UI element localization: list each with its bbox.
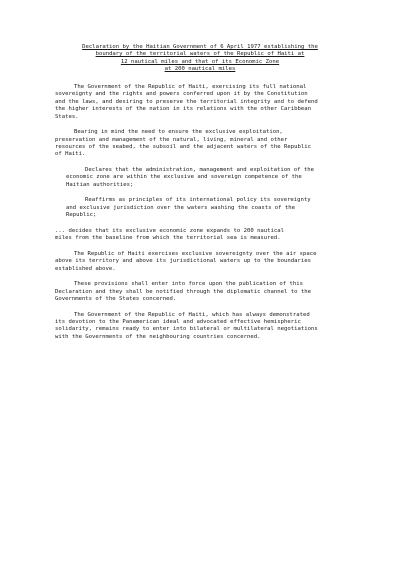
paragraph-preamble — [55, 84, 355, 121]
text-line: above its territory and above its jurisdictional waters up to the boundaries — [55, 258, 311, 265]
paragraph-air-space — [55, 251, 355, 273]
paragraph-bearing-in-mind — [55, 129, 355, 159]
text-line: ... decides that its exclusive economic zone expands to 200 nautical — [55, 227, 285, 234]
paragraph-entry-into-force — [55, 281, 355, 303]
text-line: Haitian authorities; — [66, 181, 134, 188]
text-line: solidarity, remains ready to enter into bilateral or multilateral negotiations — [55, 326, 318, 333]
text-line: Declaration and they shall be notified through the diplomatic channel to the — [55, 288, 311, 295]
title-line: Declaration by the Haitian Government of 6 April 1977 establishing the — [82, 44, 318, 50]
text-line: These provisions shall enter into force upon the publication of this — [74, 281, 304, 288]
text-line: and the laws, and desiring to preserve the territorial integrity and to defend — [55, 98, 318, 105]
text-line: The Government of the Republic of Haiti, exercising its full national — [74, 84, 307, 90]
paragraph-reaffirms — [55, 197, 355, 219]
text-line: its devotion to the Panamerican ideal and advocated effective hemispheric — [55, 319, 301, 326]
text-line: The Government of the Republic of Haiti, which has always demonstrated — [74, 311, 310, 318]
text-line: Governments of the States concerned. — [55, 296, 177, 303]
text-line: of Haiti. — [55, 151, 86, 158]
text-line: economic zone are within the exclusive and sovereign competence of the — [66, 174, 302, 181]
text-line: miles from the baseline from which the territorial sea is measured. — [55, 235, 281, 242]
text-line: States. — [55, 113, 79, 120]
text-line: Declares that the administration, management and exploitation of the — [85, 167, 315, 174]
paragraph-negotiations — [55, 312, 355, 342]
text-line: and exclusive jurisdiction over the waters washing the coasts of the — [66, 204, 296, 211]
document-body — [55, 84, 355, 349]
paragraph-decides — [55, 228, 355, 243]
text-line: the higher interests of the nation in its relations with the other Caribbean — [55, 106, 311, 113]
document-title — [60, 44, 340, 74]
text-line: established above. — [55, 265, 116, 272]
text-line: Bearing in mind the need to ensure the exclusive exploitation, — [74, 129, 283, 136]
text-line: resources of the seabed, the subsoil and the adjacent waters of the Republic — [55, 144, 311, 151]
text-line: with the Governments of the neighbouring countries concerned. — [55, 333, 261, 340]
text-line: Reaffirms as principles of its international policy its sovereignty — [85, 197, 311, 204]
paragraph-declares — [55, 167, 355, 189]
text-line: sovereignty and the rights and powers conferred upon it by the Constitution — [55, 91, 308, 98]
text-line: Republic; — [66, 212, 97, 219]
text-line: The Republic of Haiti exercises exclusive sovereignty over the air space — [74, 250, 317, 257]
title-line: at 200 nautical miles — [164, 66, 236, 73]
text-line: preservation and management of the natural, living, mineral and other — [55, 136, 288, 143]
title-line: boundary of the territorial waters of the Republic of Haiti at — [95, 51, 305, 58]
title-line: 12 nautical miles and that of its Economic Zone — [120, 58, 280, 65]
